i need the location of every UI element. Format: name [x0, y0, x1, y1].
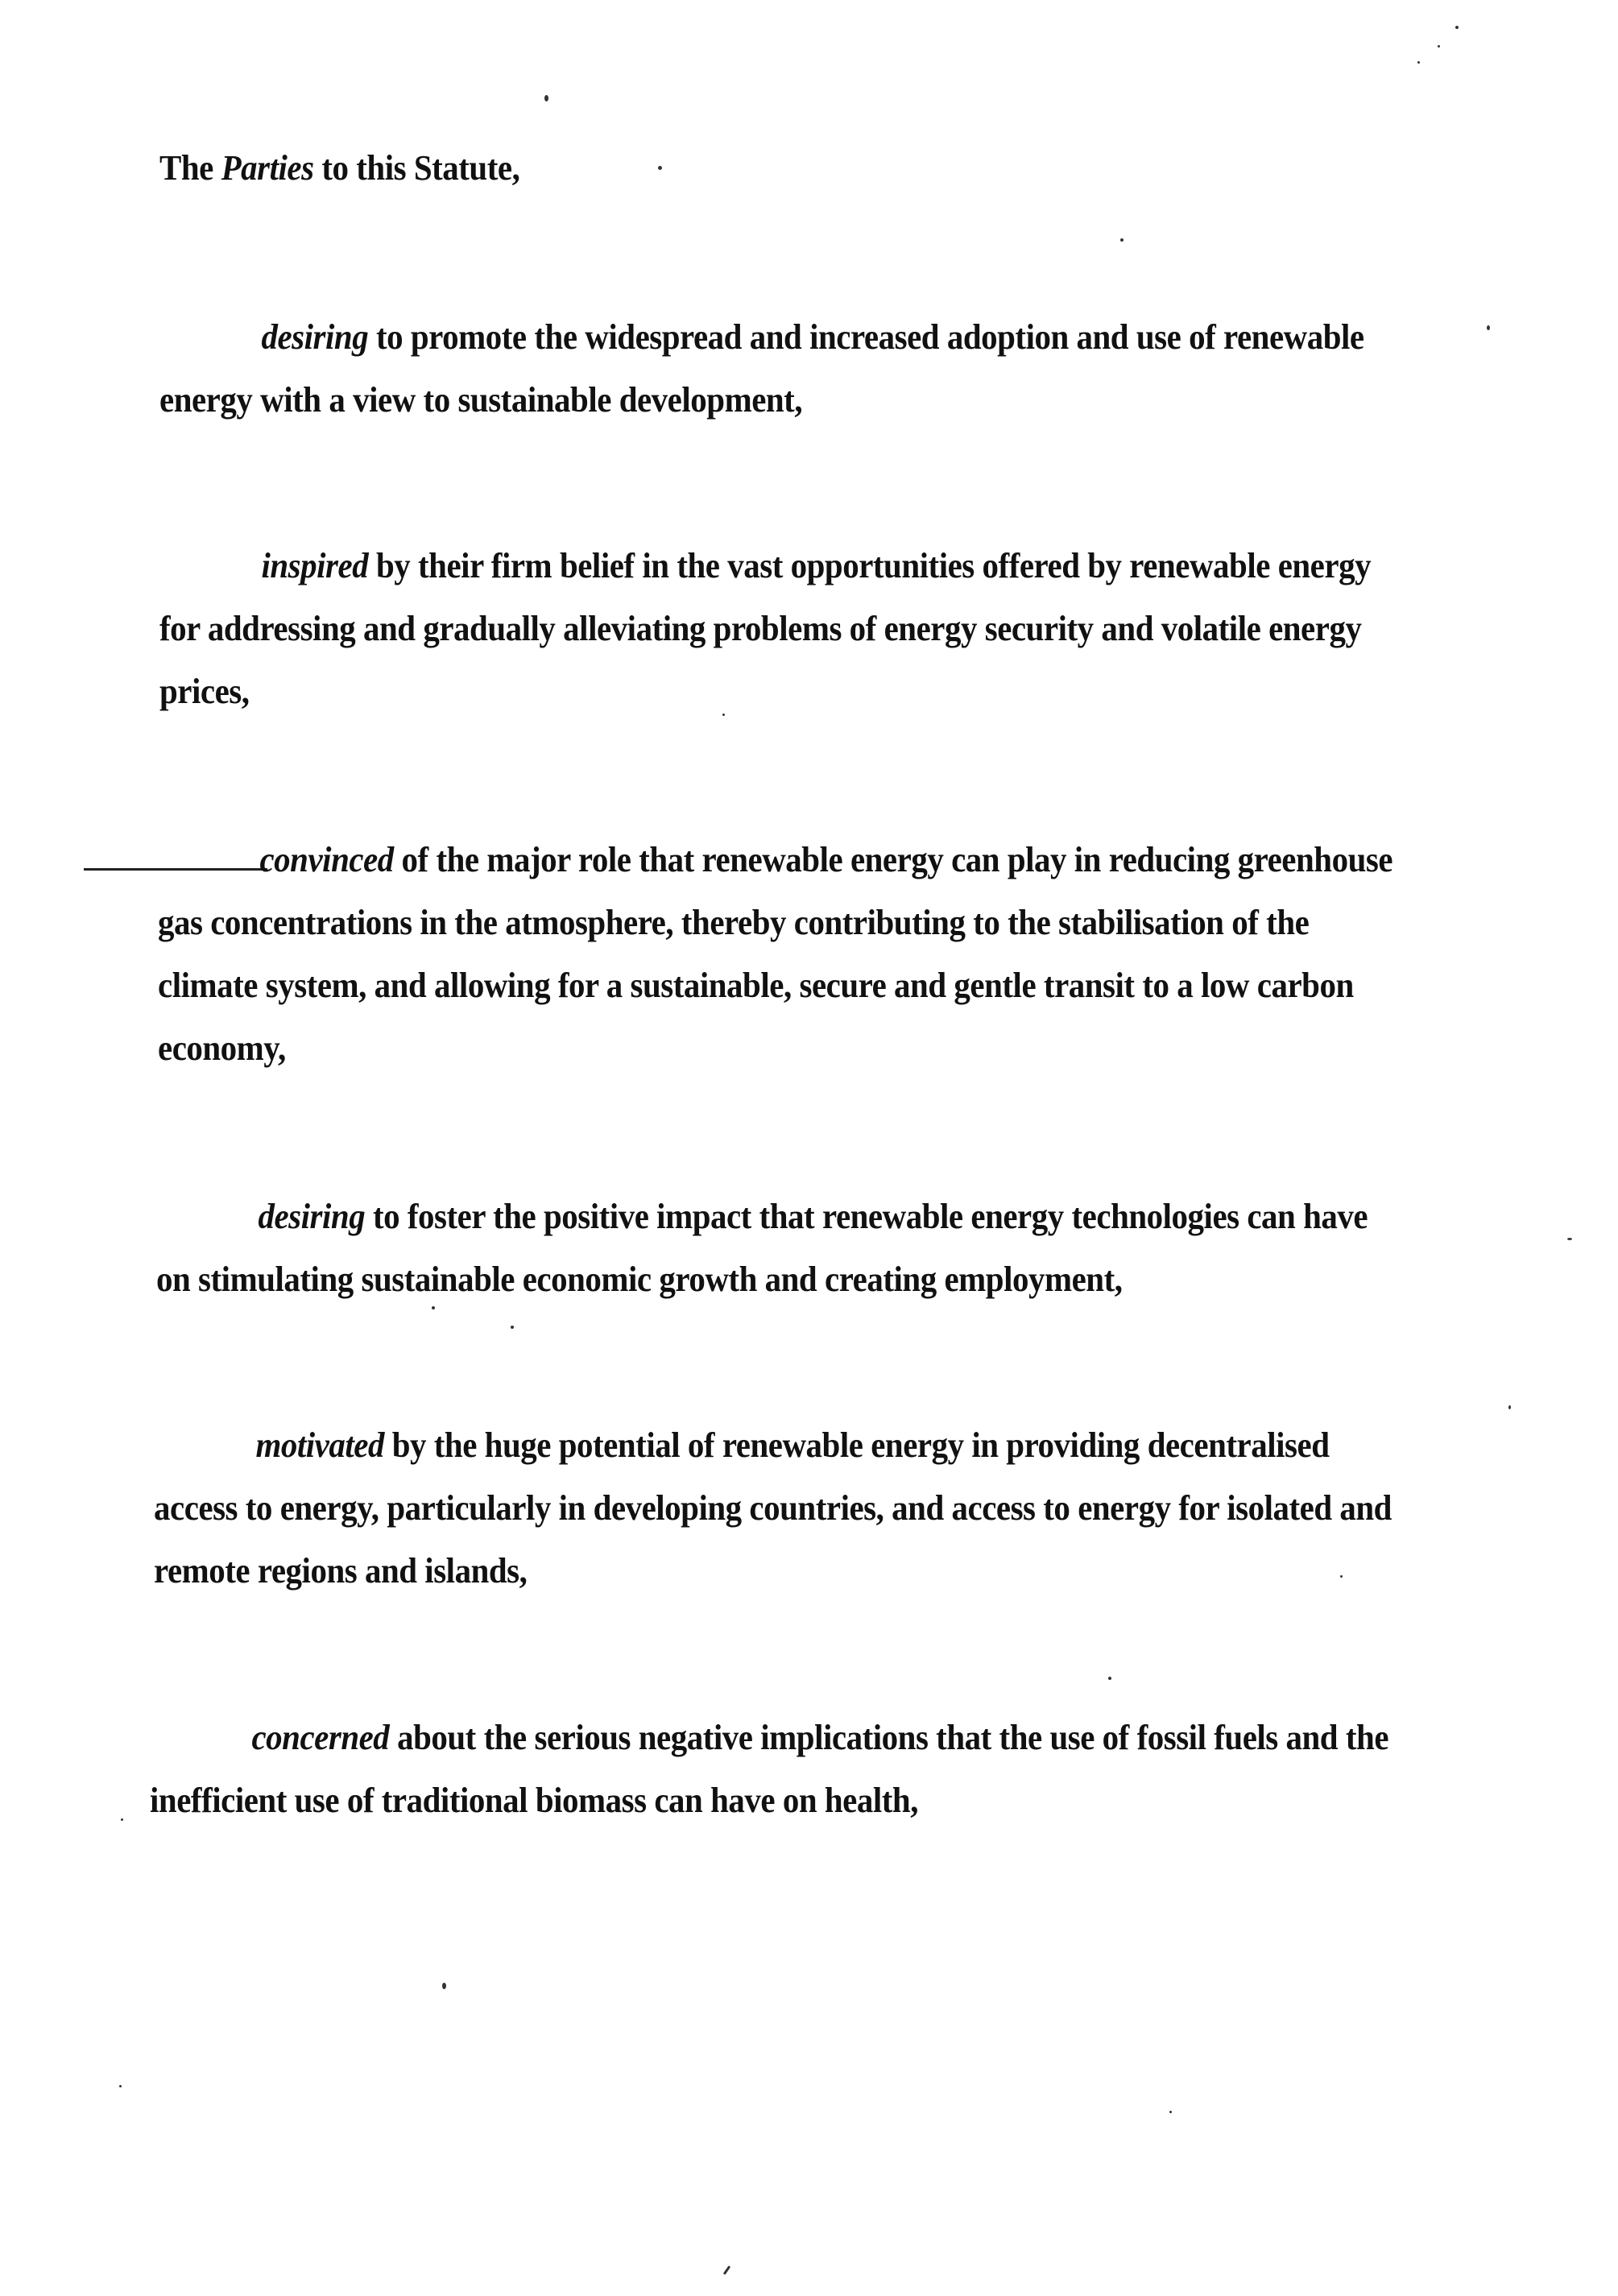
scan-speck	[1120, 238, 1123, 242]
scan-speck	[658, 166, 662, 170]
scan-speck	[723, 2265, 730, 2275]
paragraph-keyword: desiring	[261, 317, 369, 357]
paragraph-line: of the major role that renewable energy can play in reducing greenhouse	[393, 840, 1393, 879]
paragraph-line: remote regions and islands,	[154, 1551, 528, 1591]
scan-speck	[1487, 325, 1490, 330]
preamble-paragraph-concerned	[150, 1706, 1388, 1832]
scan-speck	[722, 714, 725, 716]
paragraph-keyword: inspired	[261, 546, 369, 585]
paragraph-line: prices,	[159, 672, 250, 711]
paragraph-line: energy with a view to sustainable development,	[159, 380, 803, 420]
paragraph-keyword: desiring	[258, 1197, 366, 1236]
scan-speck	[1455, 26, 1459, 29]
paragraph-keyword: motivated	[255, 1425, 384, 1465]
paragraph-line: climate system, and allowing for a sustainable, secure and gentle transit to a low carbon	[158, 966, 1354, 1005]
paragraph-keyword: convinced	[259, 840, 394, 879]
scan-speck	[1340, 1575, 1343, 1578]
paragraph-line: gas concentrations in the atmosphere, thereby contributing to the stabilisation of the	[158, 903, 1310, 942]
heading-emphasis: Parties	[221, 148, 314, 188]
paragraph-line: on stimulating sustainable economic growth and creating employment,	[156, 1260, 1123, 1299]
paragraph-line: by the huge potential of renewable energy in providing decentralised	[383, 1425, 1330, 1465]
paragraph-line: inefficient use of traditional biomass can have on health,	[150, 1781, 918, 1820]
scan-speck	[1169, 2111, 1172, 2113]
paragraph-line: to foster the positive impact that renewable energy technologies can have	[365, 1197, 1368, 1236]
scan-speck	[442, 1983, 446, 1989]
heading-suffix: to this Statute,	[313, 148, 520, 188]
paragraph-line: by their firm belief in the vast opportunities offered by renewable energy	[368, 546, 1372, 585]
scan-speck	[121, 1818, 123, 1821]
paragraph-line: for addressing and gradually alleviating problems of energy security and volatile energy	[159, 609, 1362, 648]
scan-speck	[544, 95, 548, 101]
scan-speck	[511, 1326, 514, 1329]
preamble-paragraph-desiring-adoption	[159, 306, 1364, 432]
scan-speck	[1508, 1405, 1511, 1409]
preamble-paragraph-inspired	[159, 535, 1371, 723]
heading-prefix: The	[159, 148, 221, 188]
paragraph-keyword: concerned	[251, 1718, 390, 1757]
paragraph-line: about the serious negative implications that the use of fossil fuels and the	[389, 1718, 1389, 1757]
paragraph-line: access to energy, particularly in developing countries, and access to energy for isolated and	[154, 1488, 1392, 1528]
scan-speck	[1417, 61, 1420, 64]
preamble-paragraph-convinced	[158, 829, 1392, 1080]
scan-speck	[432, 1306, 435, 1309]
preamble-paragraph-motivated	[154, 1414, 1392, 1603]
scan-speck	[1567, 1238, 1572, 1240]
paragraph-line: to promote the widespread and increased adoption and use of renewable	[368, 317, 1364, 357]
paragraph-line: economy,	[158, 1028, 286, 1068]
scan-speck	[1108, 1677, 1111, 1680]
preamble-paragraph-desiring-impact	[156, 1185, 1368, 1311]
scan-speck	[119, 2085, 122, 2087]
preamble-heading	[159, 137, 519, 200]
scan-speck	[1438, 45, 1440, 48]
